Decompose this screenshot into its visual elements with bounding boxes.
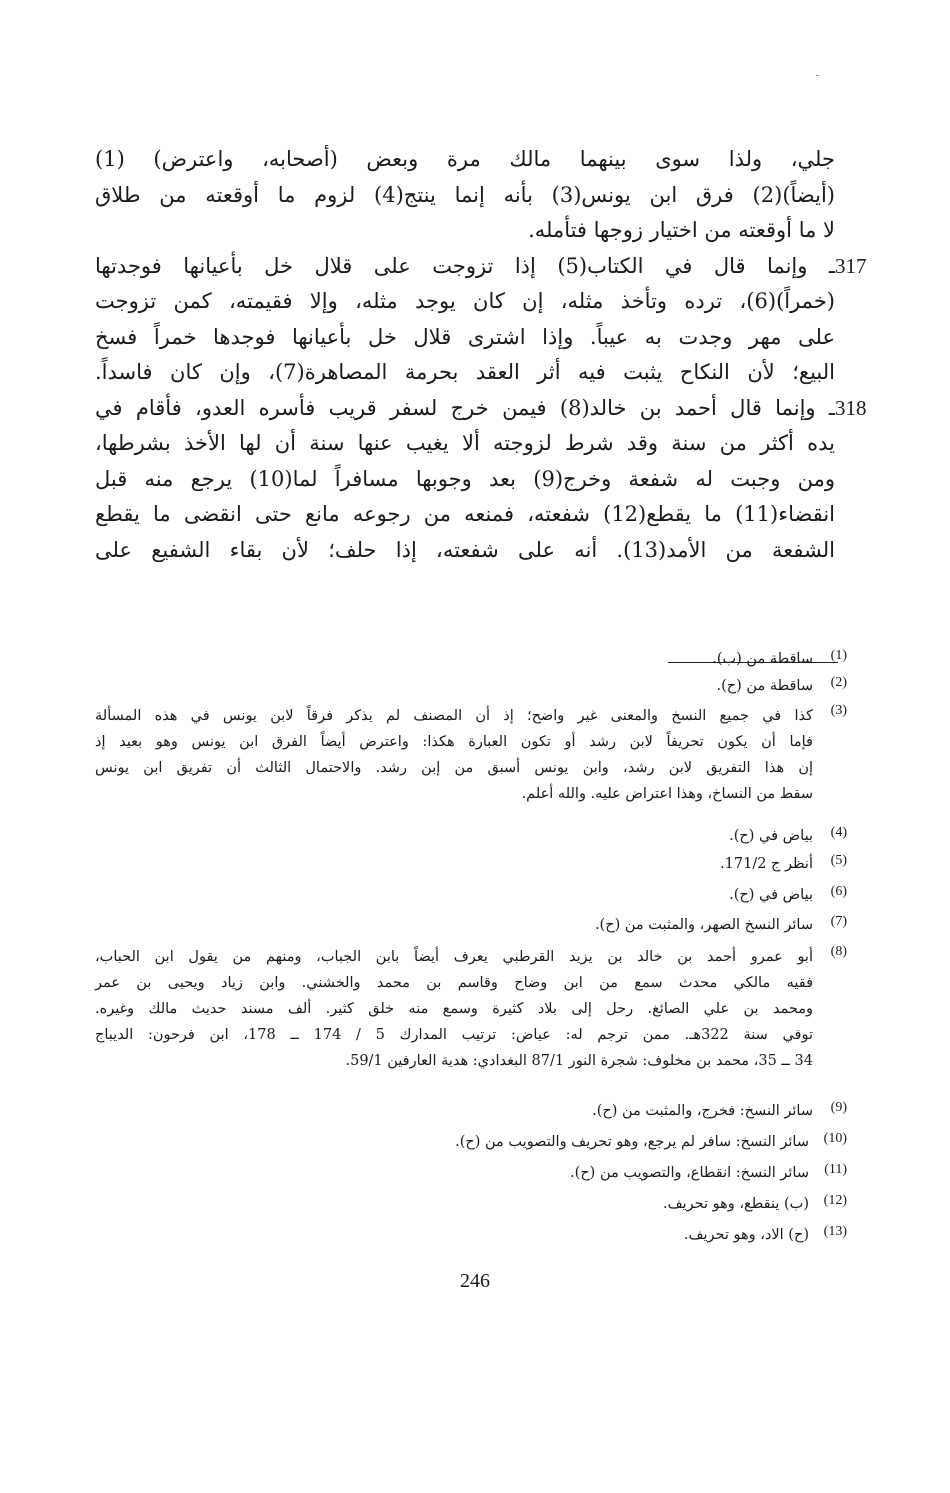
- footnote-text: [570, 1162, 809, 1184]
- footnote-line: ساقطة من (ح).: [716, 678, 813, 694]
- page-number: 246: [460, 1270, 490, 1292]
- footnote-text: [663, 1193, 809, 1215]
- footnote-text: [729, 884, 813, 906]
- footnote-text: [720, 853, 813, 875]
- footnote-number: (1): [830, 648, 847, 663]
- footnote-line: (ب) ينقطع، وهو تحريف.: [662, 1196, 809, 1212]
- body-line-text: ـ وإنما قال في الكتاب(5) إذا تزوجت على قلال خل بأعيانها فوجدتها: [95, 253, 836, 278]
- body-line: جلي، ولذا سوى بينهما مالك مرة وبعض (أصحابه، واعترض) (1): [95, 147, 835, 171]
- footnote-number: (7): [830, 914, 847, 929]
- footnote-text: [595, 914, 813, 936]
- footnote-line: سقط من النساخ، وهذا اعتراض عليه. والله أعلم.: [521, 786, 813, 802]
- footnote-text: [455, 1131, 809, 1153]
- footnote-line: فقيه مالكي محدث سمع من ابن وضاح وقاسم بن محمد والخشني. وابن زياد ويحيى بن عمر: [95, 975, 813, 991]
- footnote-text: [592, 1100, 813, 1122]
- footnote-line: أبو عمرو أحمد بن خالد بن يزيد القرطبي يعرف أيضاً بابن الجباب، ومنهم من يقول ابن الحباب،: [95, 949, 813, 965]
- footnote-number: (4): [830, 825, 847, 840]
- footnote-number: (12): [823, 1193, 847, 1208]
- footnote-number: (9): [830, 1100, 847, 1115]
- footnote-line: (ح) الاد، وهو تحريف.: [683, 1227, 809, 1243]
- body-line: الشفعة من الأمد(13). أنه على شفعته، إذا حلف؛ لأن بقاء الشفيع على: [95, 537, 835, 562]
- footnote-line: توفي سنة 322هـ. ممن ترجم له: عياض: ترتيب المدارك 5 / 174 ــ 178، ابن فرحون: الديباج: [95, 1027, 814, 1043]
- body-line: [95, 249, 867, 285]
- footnote-number: (3): [830, 703, 847, 718]
- body-line-text: ـ وإنما قال أحمد بن خالد(8) فيمن خرج لسفر قريب فأسره العدو، فأقام في: [95, 395, 836, 420]
- footnote-line: 34 ــ 35، محمد بن مخلوف: شجرة النور 87/1 البغدادي: هدية العارفين 59/1.: [345, 1053, 813, 1069]
- main-text: [95, 142, 867, 568]
- footnote-number: (6): [830, 884, 847, 899]
- footnote-line: كذا في جميع النسخ والمعنى غير واضح؛ إذ أن المصنف لم يذكر فرقاً لابن يونس في هذه المسألة: [95, 708, 813, 724]
- body-line: على مهر وجدت به عيباً. وإذا اشترى قلال خل بأعيانها فوجدها خمراً فسخ: [95, 324, 835, 349]
- footnote-number: (10): [823, 1131, 847, 1146]
- footnote-line: سائر النسخ الصهر، والمثبت من (ح).: [594, 917, 813, 933]
- body-line: لا ما أوقعته من اختيار زوجها فتأمله.: [528, 218, 835, 242]
- body-line: يده أكثر من سنة وقد شرط لزوجته ألا يغيب عنها سنة أن لها الأخذ بشرطها،: [95, 431, 835, 455]
- body-line: انقضاء(11) ما يقطع(12) شفعته، فمنعه من رجوعه مانع حتى انقضى ما يقطع: [95, 502, 835, 526]
- body-line: البيع؛ لأن النكاح يثبت فيه أثر العقد بحرمة المصاهرة(7)، وإن كان فاسداً.: [95, 360, 835, 384]
- footnote-text: [95, 703, 813, 807]
- footnote-line: سائر النسخ: انقطاع، والتصويب من (ح).: [570, 1165, 809, 1181]
- footnote-text: [684, 1224, 809, 1246]
- footnote-line: بياض في (ح).: [729, 887, 813, 903]
- page-speck: [816, 75, 819, 76]
- body-line: ومن وجبت له شفعة وخرج(9) بعد وجوبها مسافراً لما(10) يرجع منه قبل: [95, 466, 835, 491]
- footnote-text: [729, 825, 813, 847]
- footnote-number: (11): [824, 1162, 847, 1177]
- footnote-line: إن هذا التفريق لابن رشد، وابن يونس أسبق من إبن رشد. والاحتمال الثالث أن تفريق ابن يونس: [95, 760, 813, 776]
- footnote-line: أنظر ج 171/2.: [720, 856, 813, 872]
- footnote-line: سائر النسخ: فخرج، والمثبت من (ح).: [592, 1103, 813, 1119]
- footnote-line: ومحمد بن علي الصائغ. رحل إلى بلاد كثيرة وسمع منه خلق كثير. ألف مسند حديث مالك وغيره.: [95, 1001, 813, 1017]
- paragraph-number: 318: [835, 395, 867, 420]
- paragraph-number: 317: [835, 253, 867, 278]
- footnote-text: [717, 675, 813, 697]
- footnote-number: (5): [830, 853, 847, 868]
- footnote-line: فإما أن يكون تحريفاً لابن رشد أو تكون العبارة هكذا: واعترض أيضاً الفرق ابن يونس وهو بعيد إذ: [95, 734, 813, 750]
- body-line: [95, 391, 867, 427]
- footnote-line: ساقطة من (ب).: [712, 651, 813, 667]
- footnote-line: بياض في (ح).: [729, 828, 813, 844]
- footnote-number: (13): [823, 1224, 847, 1239]
- body-line: (خمراً)(6)، ترده وتأخذ مثله، إن كان يوجد مثله، وإلا فقيمته، كمن تزوجت: [95, 289, 835, 313]
- footnote-text: [95, 944, 813, 1074]
- footnote-line: سائر النسخ: سافر لم يرجع، وهو تحريف والتصويب من (ح).: [455, 1134, 809, 1150]
- footnote-number: (8): [830, 944, 847, 959]
- footnote-text: [712, 648, 813, 670]
- body-line: (أيضاً)(2) فرق ابن يونس(3) بأنه إنما ينتج(4) لزوم ما أوقعته من طلاق: [95, 182, 835, 207]
- footnote-number: (2): [830, 675, 847, 690]
